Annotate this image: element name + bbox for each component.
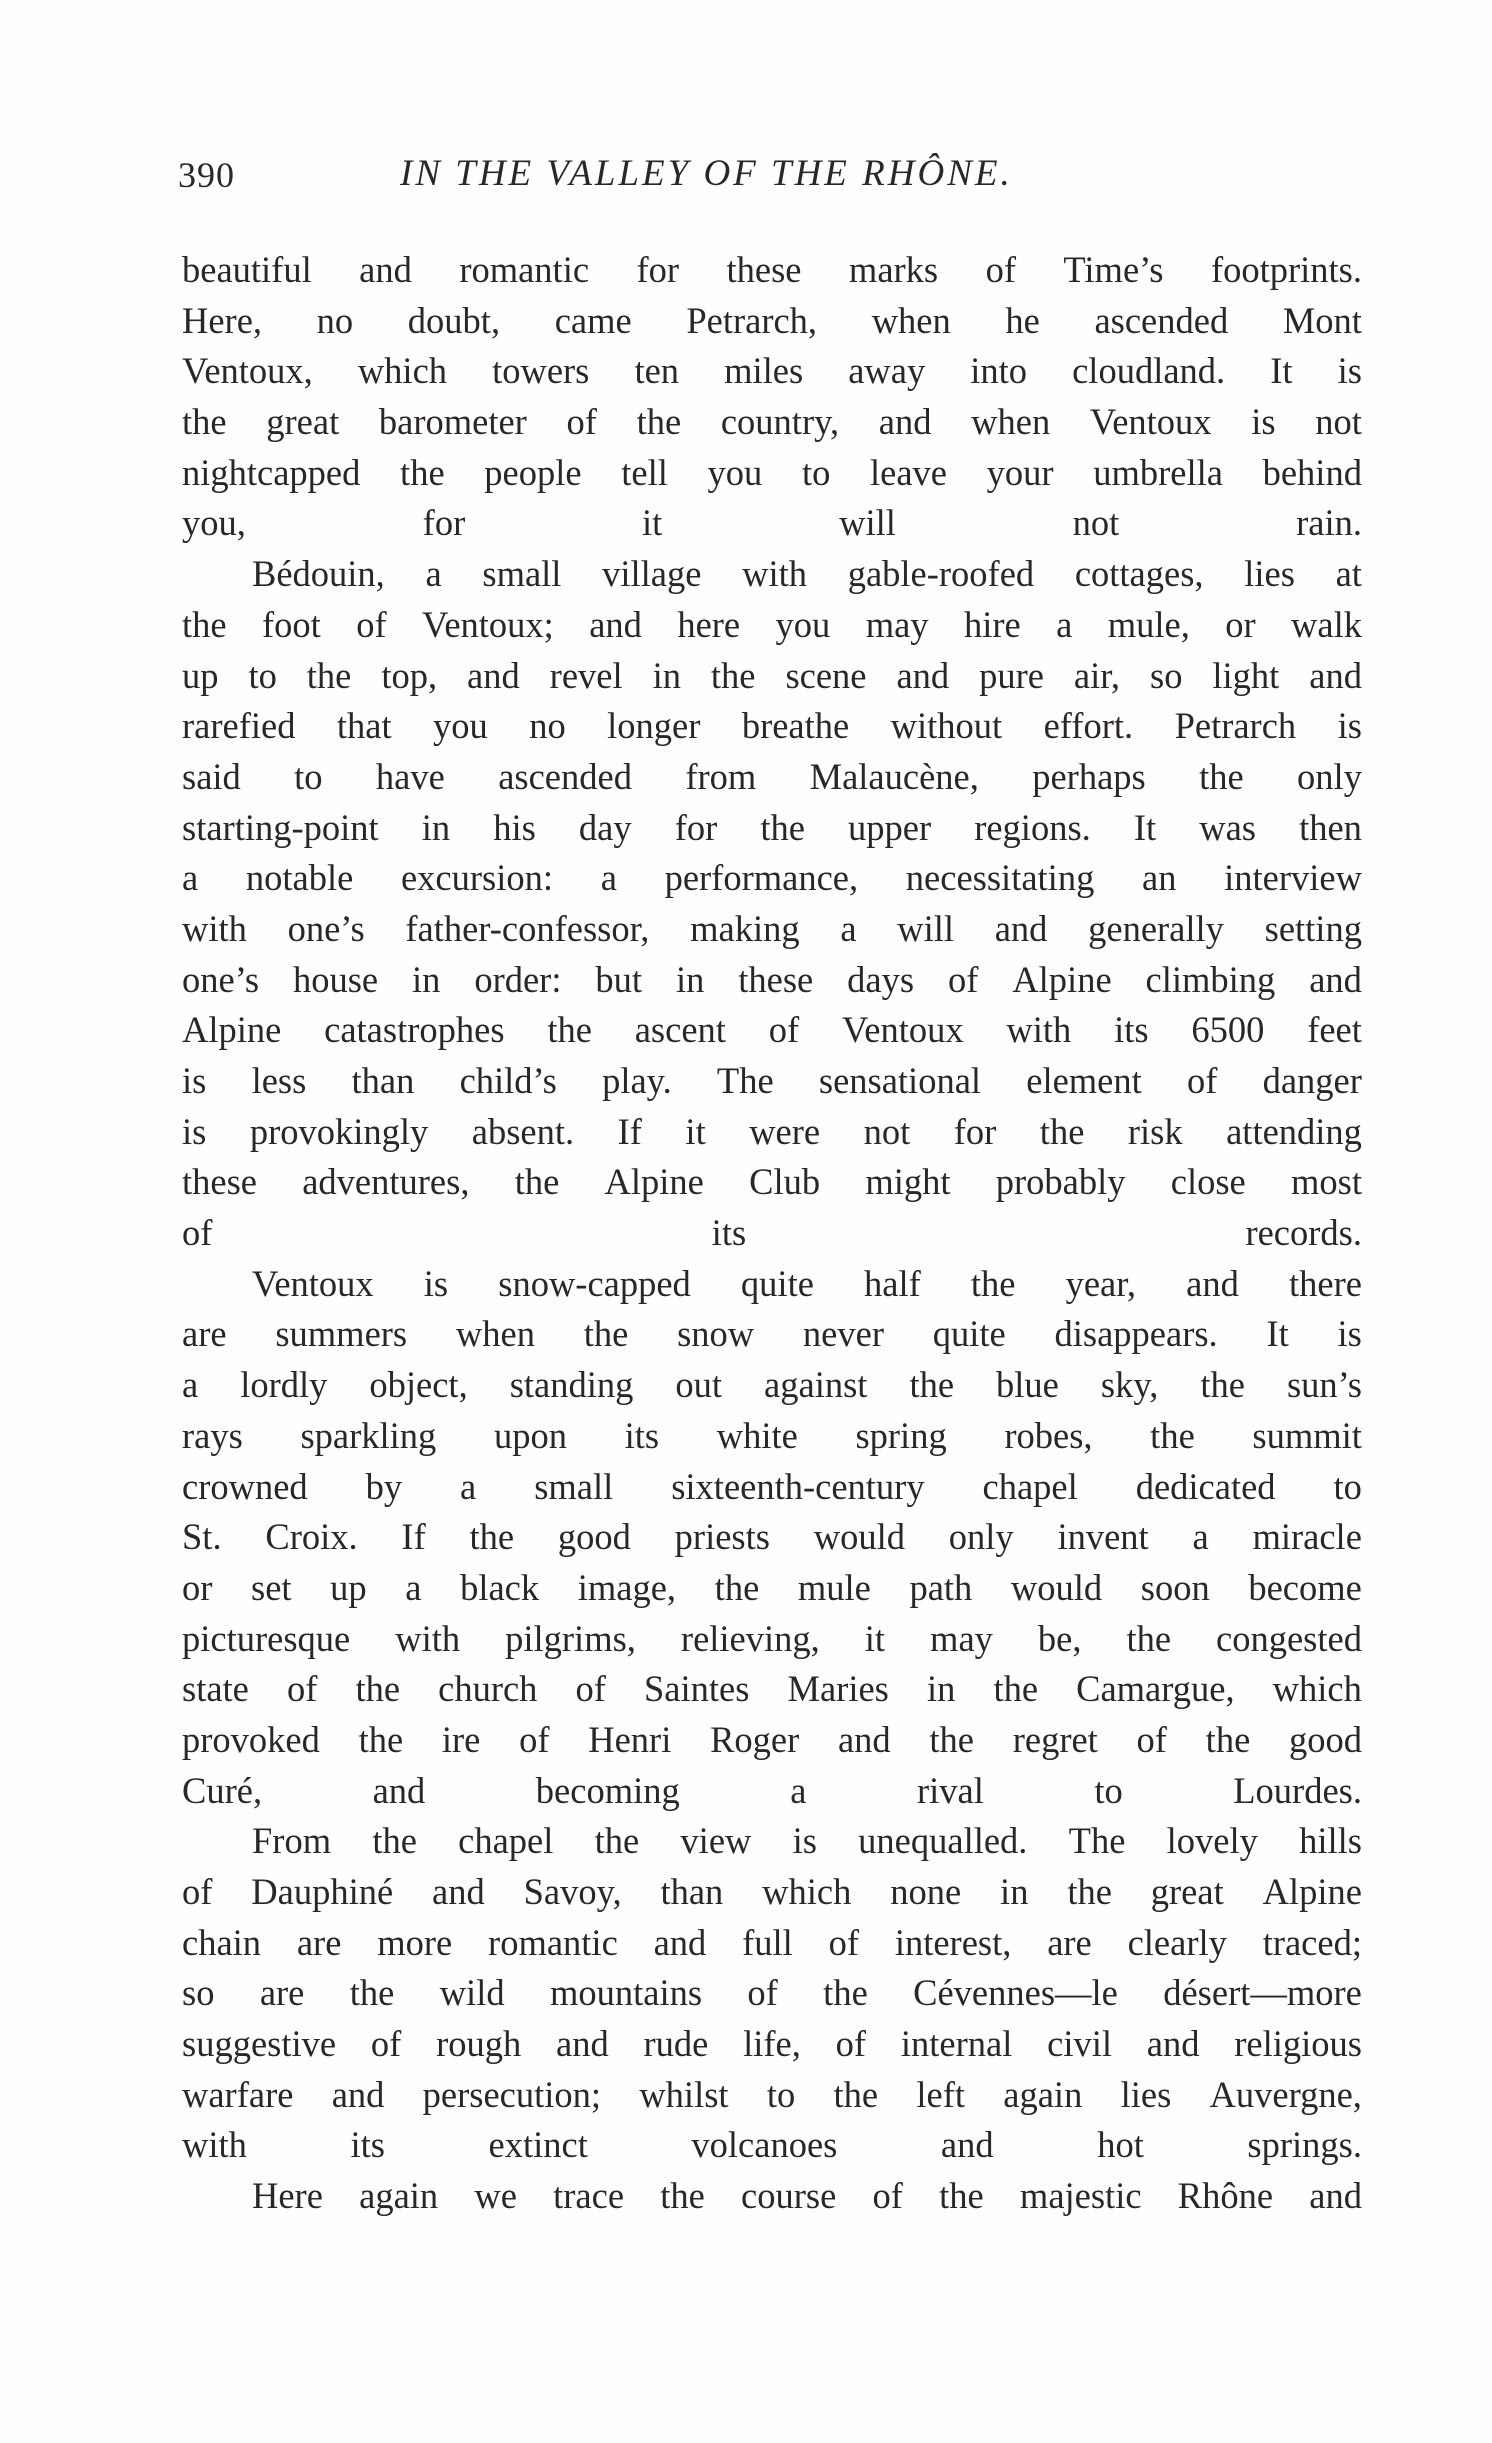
text-line: is less than child’s play. The sensational element of danger (182, 1060, 1362, 1101)
text-line: suggestive of rough and rude life, of internal civil and religious (182, 2023, 1362, 2065)
text-line: rays sparkling upon its white spring robes, the summit (182, 1414, 1362, 1456)
text-line: up to the top, and revel in the scene and pure air, so light and (182, 654, 1362, 696)
text-line: with one’s father-confessor, making a will and generally setting (182, 907, 1362, 949)
body-text (182, 245, 1362, 2222)
text-line: Ventoux, which towers ten miles away into cloudland. It is (182, 350, 1362, 392)
text-line: of Dauphiné and Savoy, than which none in the great Alpine (182, 1871, 1362, 1912)
text-line: picturesque with pilgrims, relieving, it may be, the congested (182, 1617, 1362, 1659)
text-line: a lordly object, standing out against the blue sky, the sun’s (182, 1364, 1362, 1406)
text-line: the great barometer of the country, and when Ventoux is not (182, 401, 1362, 443)
text-line: Curé, and becoming a rival to Lourdes. (182, 1769, 1362, 1811)
text-line: beautiful and romantic for these marks of Time’s footprints. (182, 249, 1362, 290)
text-line: with its extinct volcanoes and hot springs. (182, 2124, 1362, 2166)
text-line: provoked the ire of Henri Roger and the regret of the good (182, 1718, 1362, 1760)
text-line: Here again we trace the course of the majestic Rhône and (252, 2175, 1362, 2217)
text-line: rarefied that you no longer breathe without effort. Petrarch is (182, 705, 1362, 747)
text-line: you, for it will not rain. (182, 502, 1362, 544)
text-line: Ventoux is snow-capped quite half the year, and there (252, 1262, 1362, 1304)
text-line: From the chapel the view is unequalled. The lovely hills (252, 1820, 1362, 1862)
text-line: so are the wild mountains of the Cévennes—le désert—more (182, 1972, 1362, 2014)
text-line: state of the church of Saintes Maries in the Camargue, which (182, 1668, 1362, 1710)
running-title: IN THE VALLEY OF THE RHÔNE. (400, 153, 1013, 194)
text-line: Here, no doubt, came Petrarch, when he ascended Mont (182, 299, 1362, 341)
text-line: the foot of Ventoux; and here you may hire a mule, or walk (182, 603, 1362, 645)
page-header (178, 148, 1368, 208)
text-line: are summers when the snow never quite disappears. It is (182, 1313, 1362, 1355)
text-line: nightcapped the people tell you to leave your umbrella behind (182, 451, 1362, 493)
text-line: starting-point in his day for the upper regions. It was then (182, 806, 1362, 848)
text-line: chain are more romantic and full of interest, are clearly traced; (182, 1921, 1362, 1963)
text-line: Bédouin, a small village with gable-roofed cottages, lies at (252, 553, 1362, 595)
text-line: a notable excursion: a performance, necessitating an interview (182, 857, 1362, 899)
text-line: said to have ascended from Malaucène, perhaps the only (182, 755, 1362, 797)
text-line: these adventures, the Alpine Club might probably close most (182, 1161, 1362, 1203)
page-number: 390 (178, 155, 235, 195)
text-line: warfare and persecution; whilst to the left again lies Auvergne, (182, 2073, 1362, 2115)
text-line: or set up a black image, the mule path would soon become (182, 1566, 1362, 1608)
text-line: Alpine catastrophes the ascent of Ventoux with its 6500 feet (182, 1009, 1362, 1051)
text-line: one’s house in order: but in these days of Alpine climbing and (182, 958, 1362, 1000)
text-line: of its records. (182, 1212, 1362, 1254)
text-line: crowned by a small sixteenth-century chapel dedicated to (182, 1465, 1362, 1507)
text-line: St. Croix. If the good priests would only invent a miracle (182, 1516, 1362, 1558)
text-line: is provokingly absent. If it were not for the risk attending (182, 1110, 1362, 1152)
